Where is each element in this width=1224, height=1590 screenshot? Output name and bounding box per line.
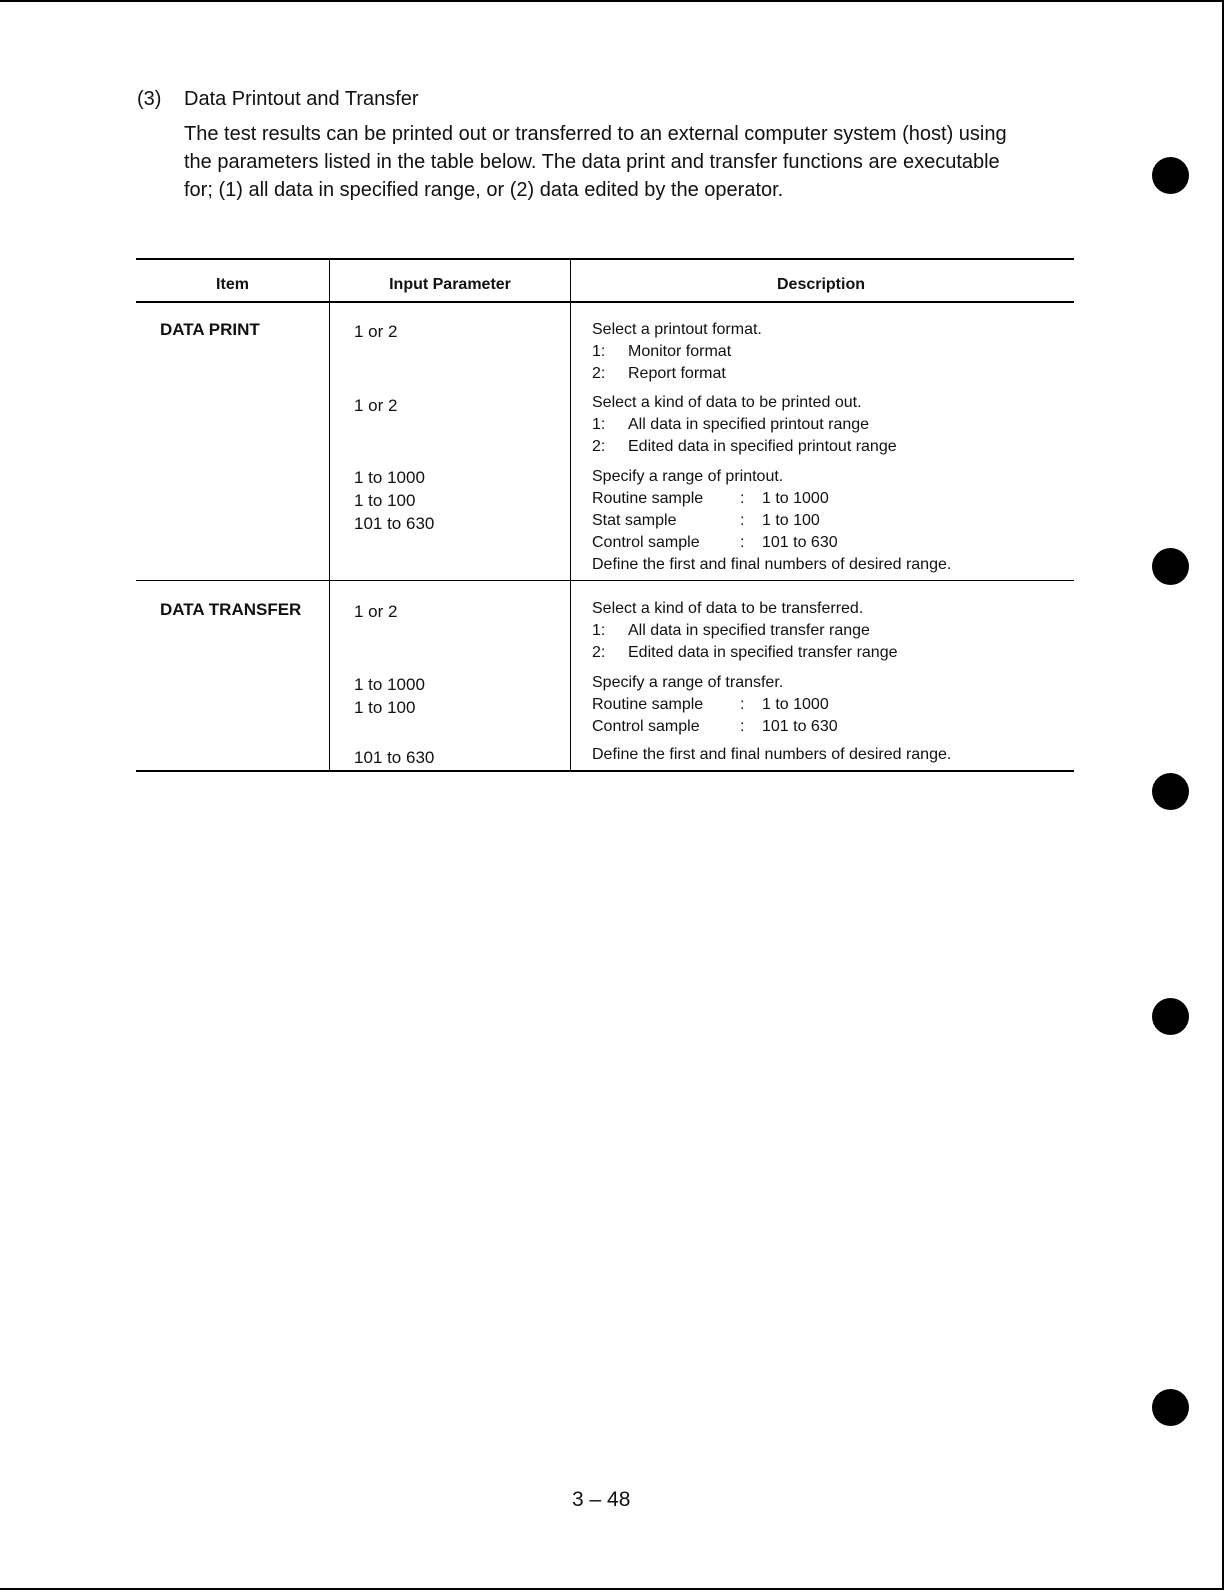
binder-hole-5 xyxy=(1152,1389,1189,1426)
header-item: Item xyxy=(216,276,249,293)
print-range-params xyxy=(354,466,434,535)
print-range-description xyxy=(592,466,951,576)
range-label: Routine sample xyxy=(592,696,704,713)
print-format-param: 1 or 2 xyxy=(354,322,398,341)
option-text: All data in specified transfer range xyxy=(628,622,870,639)
range-label: Routine sample xyxy=(592,490,704,507)
transfer-kind-param: 1 or 2 xyxy=(354,602,398,621)
range-separator: : xyxy=(740,696,745,713)
option-number: 1: xyxy=(592,622,606,639)
header-input-parameter: Input Parameter xyxy=(389,276,511,293)
description-text: Specify a range of transfer. xyxy=(592,674,784,691)
range-separator: : xyxy=(740,718,745,735)
range-note: Define the first and final numbers of desired range. xyxy=(592,556,952,573)
print-format-description xyxy=(592,319,762,385)
range-label: Control sample xyxy=(592,718,700,735)
option-text: Report format xyxy=(628,365,726,382)
range-value: 1 to 100 xyxy=(762,512,820,529)
table-top-rule xyxy=(136,258,1074,260)
param-line: 1 to 1000 xyxy=(354,675,425,694)
range-label: Control sample xyxy=(592,534,700,551)
header-description: Description xyxy=(776,276,865,293)
column-divider-1 xyxy=(329,258,330,772)
param-line: 1 to 100 xyxy=(354,491,416,510)
transfer-kind-description xyxy=(592,598,898,664)
param-line: 1 to 100 xyxy=(354,698,416,717)
transfer-range-description xyxy=(592,672,838,738)
range-separator: : xyxy=(740,490,745,507)
option-number: 2: xyxy=(592,365,606,382)
intro-paragraph: The test results can be printed out or transferred to an external computer system (host) using the parameters listed in the table below. The data print and transfer functions are executable for; (1) all data in specified range, or (2) data edited by the operator. xyxy=(184,123,1007,201)
section-number: (3) xyxy=(137,88,162,110)
table-bottom-rule xyxy=(136,770,1074,772)
transfer-final-param: 101 to 630 xyxy=(354,748,435,767)
item-data-print: DATA PRINT xyxy=(160,320,260,339)
table-header-rule xyxy=(136,301,1074,303)
range-value: 1 to 1000 xyxy=(762,696,829,713)
option-text: Edited data in specified transfer range xyxy=(628,644,898,661)
binder-hole-2 xyxy=(1152,548,1189,585)
param-line: 101 to 630 xyxy=(354,514,435,533)
param-line: 1 to 1000 xyxy=(354,468,425,487)
option-number: 1: xyxy=(592,343,606,360)
option-text: Monitor format xyxy=(628,343,732,360)
print-kind-description xyxy=(592,392,897,458)
option-number: 2: xyxy=(592,644,606,661)
page-number: 3 – 48 xyxy=(572,1488,631,1511)
description-text: Select a kind of data to be transferred. xyxy=(592,600,864,617)
option-number: 1: xyxy=(592,416,606,433)
table-row-separator xyxy=(136,580,1074,581)
range-label: Stat sample xyxy=(592,512,677,529)
print-kind-param: 1 or 2 xyxy=(354,396,398,415)
range-separator: : xyxy=(740,534,745,551)
range-value: 101 to 630 xyxy=(762,534,838,551)
column-divider-2 xyxy=(570,258,571,772)
transfer-range-params xyxy=(354,673,425,719)
description-text: Select a kind of data to be printed out. xyxy=(592,394,862,411)
item-data-transfer: DATA TRANSFER xyxy=(160,600,302,619)
binder-hole-1 xyxy=(1152,157,1189,194)
range-value: 101 to 630 xyxy=(762,718,838,735)
binder-hole-4 xyxy=(1152,998,1189,1035)
binder-hole-3 xyxy=(1152,773,1189,810)
description-text: Specify a range of printout. xyxy=(592,468,784,485)
transfer-range-note: Define the first and final numbers of desired range. xyxy=(592,746,952,763)
option-text: All data in specified printout range xyxy=(628,416,870,433)
range-value: 1 to 1000 xyxy=(762,490,829,507)
range-separator: : xyxy=(740,512,745,529)
description-text: Select a printout format. xyxy=(592,321,762,338)
section-title: Data Printout and Transfer xyxy=(184,88,419,110)
option-number: 2: xyxy=(592,438,606,455)
option-text: Edited data in specified printout range xyxy=(628,438,897,455)
